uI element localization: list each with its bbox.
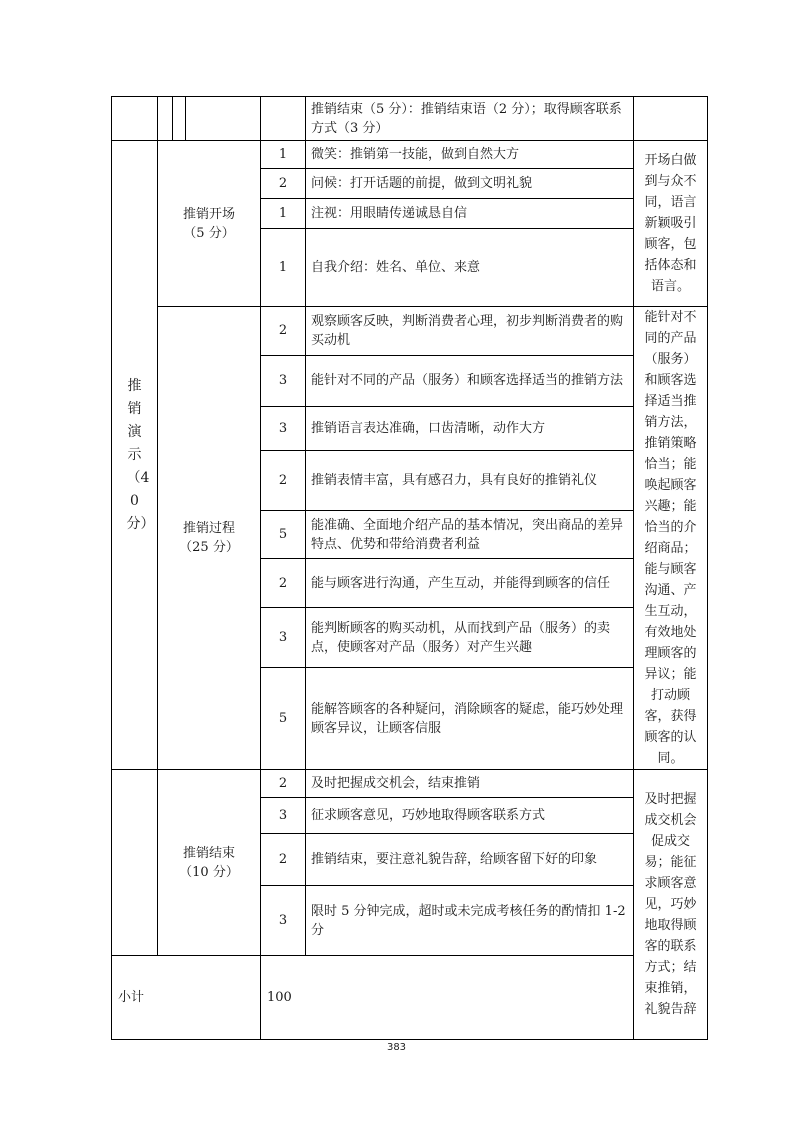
blank-cell — [158, 97, 186, 141]
item-score: 2 — [261, 169, 306, 199]
remark-cell — [634, 141, 708, 307]
item-content: 限时 5 分钟完成，超时或未完成考核任务的酌情扣 1-2 分 — [306, 886, 634, 956]
table-row — [112, 307, 708, 356]
item-content: 自我介绍：姓名、单位、来意 — [306, 229, 634, 307]
item-content: 推销表情丰富，具有感召力，具有良好的推销礼仪 — [306, 450, 634, 510]
item-score: 3 — [261, 355, 306, 406]
item-score: 3 — [261, 607, 306, 667]
item-content: 观察顾客反映，判断消费者心理，初步判断消费者的购买动机 — [306, 307, 634, 356]
subcategory-cell — [158, 141, 261, 307]
item-score: 2 — [261, 559, 306, 608]
item-content: 及时把握成交机会，结束推销 — [306, 770, 634, 798]
blank-cell — [112, 97, 158, 141]
table-row — [112, 770, 708, 798]
item-score: 1 — [261, 199, 306, 229]
item-score: 5 — [261, 510, 306, 559]
item-score: 2 — [261, 307, 306, 356]
page-number: 383 — [386, 1042, 407, 1053]
subcategory-label: 推销开场 — [182, 206, 235, 222]
item-score: 1 — [261, 229, 306, 307]
category-cell — [112, 141, 158, 770]
subtotal-label: 小计 — [112, 956, 261, 1040]
item-score: 3 — [261, 406, 306, 450]
item-content: 能解答顾客的各种疑问，消除顾客的疑虑，能巧妙处理顾客异议，让顾客信服 — [306, 668, 634, 770]
item-content: 推销语言表达准确，口齿清晰，动作大方 — [306, 406, 634, 450]
table-row-subtotal — [112, 956, 708, 1040]
blank-cell — [634, 97, 708, 141]
subcategory-cell — [158, 307, 261, 770]
item-content: 能针对不同的产品（服务）和顾客选择适当的推销方法 — [306, 355, 634, 406]
category-label: 推销演示（40分） — [126, 377, 155, 532]
item-content: 微笑：推销第一技能，做到自然大方 — [306, 141, 634, 169]
table-row — [112, 141, 708, 169]
subcategory-points: （10 分） — [179, 864, 239, 880]
item-score: 1 — [261, 141, 306, 169]
subcategory-points: （25 分） — [179, 540, 239, 555]
remark-text: 能针对不同的产品（服务）和顾客选择适当推销方法，推销策略恰当；能唤起顾客兴趣；能恰当的介绍商品；能与顾客沟通、产生互动，有效地处理顾客的异议；能打动顾客，获得顾客的认同。 — [644, 310, 697, 766]
subcategory-points: （5 分） — [183, 225, 235, 241]
item-content: 推销结束（5 分）：推销结束语（2 分）；取得顾客联系方式（3 分） — [306, 97, 634, 141]
remark-cell — [634, 770, 708, 1040]
item-content: 征求顾客意见，巧妙地取得顾客联系方式 — [306, 798, 634, 834]
item-content: 推销结束，要注意礼貌告辞，给顾客留下好的印象 — [306, 834, 634, 886]
item-score: 2 — [261, 770, 306, 798]
item-content: 注视：用眼睛传递诚恳自信 — [306, 199, 634, 229]
item-content: 问候：打开话题的前提，做到文明礼貌 — [306, 169, 634, 199]
table-row-continuation — [112, 97, 708, 141]
item-score: 2 — [261, 450, 306, 510]
item-score: 3 — [261, 798, 306, 834]
item-score: 3 — [261, 886, 306, 956]
item-score: 2 — [261, 834, 306, 886]
subcategory-cell — [158, 770, 261, 956]
item-content: 能与顾客进行沟通，产生互动，并能得到顾客的信任 — [306, 559, 634, 608]
remark-cell — [634, 307, 708, 770]
subcategory-label: 推销过程 — [182, 521, 235, 536]
blank-cell — [112, 770, 158, 956]
subtotal-value: 100 — [261, 956, 634, 1040]
item-content: 能判断顾客的购买动机，从而找到产品（服务）的卖点，使顾客对产品（服务）对产生兴趣 — [306, 607, 634, 667]
remark-text: 及时把握成交机会促成交易；能征求顾客意见，巧妙地取得顾客的联系方式；结束推销，礼貌告辞 — [644, 792, 697, 1017]
scoring-table — [111, 96, 708, 1040]
blank-cell — [261, 97, 306, 141]
blank-cell — [186, 97, 261, 141]
subcategory-label: 推销结束 — [182, 845, 235, 861]
item-content: 能准确、全面地介绍产品的基本情况，突出商品的差异特点、优势和带给消费者利益 — [306, 510, 634, 559]
remark-text: 开场白做到与众不同，语言新颖吸引顾客，包括体态和语言。 — [644, 153, 697, 294]
item-score: 5 — [261, 668, 306, 770]
